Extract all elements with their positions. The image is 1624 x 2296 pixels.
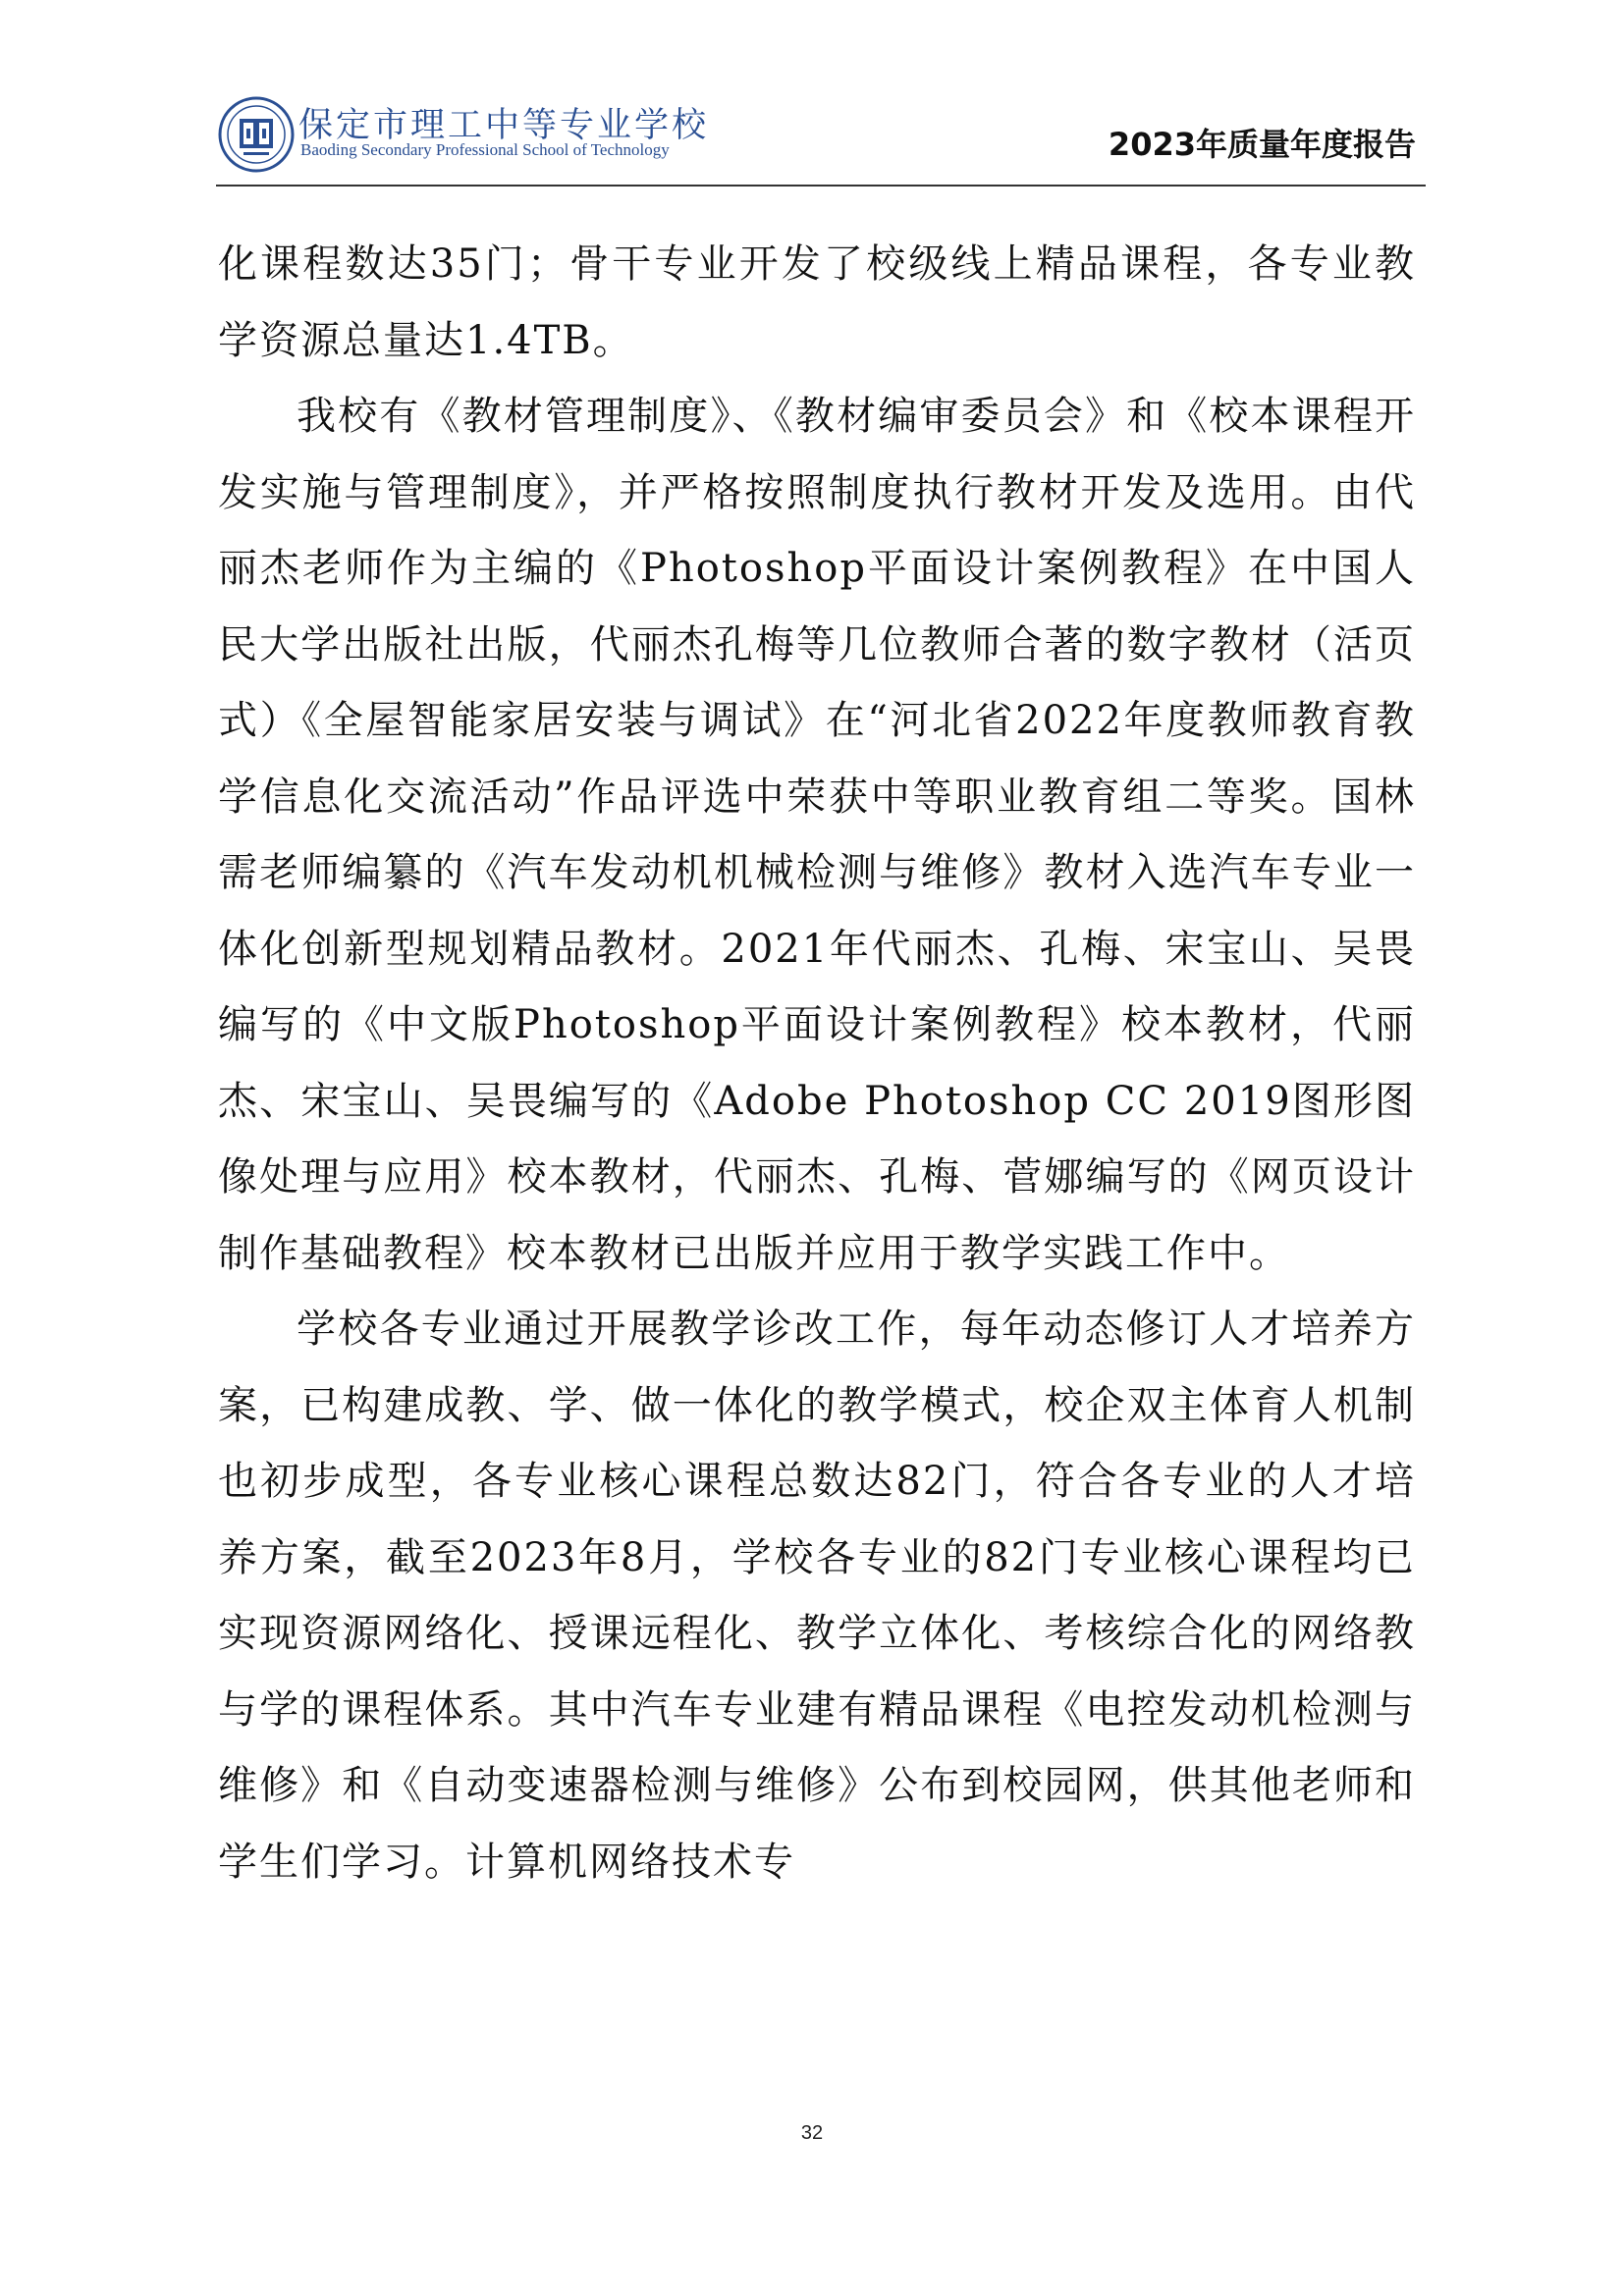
page-number: 32: [800, 2122, 824, 2144]
paragraph-curriculum: 学校各专业通过开展教学诊改工作，每年动态修订人才培养方案，已构建成教、学、做一体化的教学模式，校企双主体育人机制也初步成型，各专业核心课程总数达82门，符合各专业的人才培养方案，截至2023年8月，学校各专业的82门专业核心课程均已实现资源网络化、授课远程化、教学立体化、考核综合化的网络教与学的课程体系。其中汽车专业建有精品课程《电控发动机检测与维修》和《自动变速器检测与维修》公布到校园网，供其他老师和学生们学习。计算机网络技术专: [218, 1307, 1416, 1885]
school-name-en: Baoding Secondary Professional School of Technology: [300, 140, 670, 159]
report-title: 2023年质量年度报告: [1108, 126, 1416, 163]
paragraph-textbooks: 我校有《教材管理制度》、《教材编审委员会》和《校本课程开发实施与管理制度》，并严格按照制度执行教材开发及选用。由代丽杰老师作为主编的《Photoshop平面设计案例教程》在中国人民大学出版社出版，代丽杰孔梅等几位教师合著的数字教材（活页式）《全屋智能家居安装与调试》在“河北省2022年度教师教育教学信息化交流活动”作品评选中荣获中等职业教育组二等奖。国林需老师编纂的《汽车发动机机械检测与维修》教材入选汽车专业一体化创新型规划精品教材。2021年代丽杰、孔梅、宋宝山、吴畏编写的《中文版Photoshop平面设计案例教程》校本教材，代丽杰、宋宝山、吴畏编写的《Adobe Photoshop CC 2019图形图像处理与应用》校本教材，代丽杰、孔梅、菅娜编写的《网页设计制作基础教程》校本教材已出版并应用于教学实践工作中。: [218, 394, 1416, 1276]
document-body: [218, 227, 1416, 1900]
school-seal-icon: [218, 96, 295, 173]
paragraph-continued: 化课程数达35门；骨干专业开发了校级线上精品课程，各专业教学资源总量达1.4TB。: [218, 241, 1416, 363]
page-header: [216, 94, 1426, 185]
school-name-cn: 保定市理工中等专业学校: [298, 106, 710, 145]
header-divider: [216, 185, 1426, 187]
